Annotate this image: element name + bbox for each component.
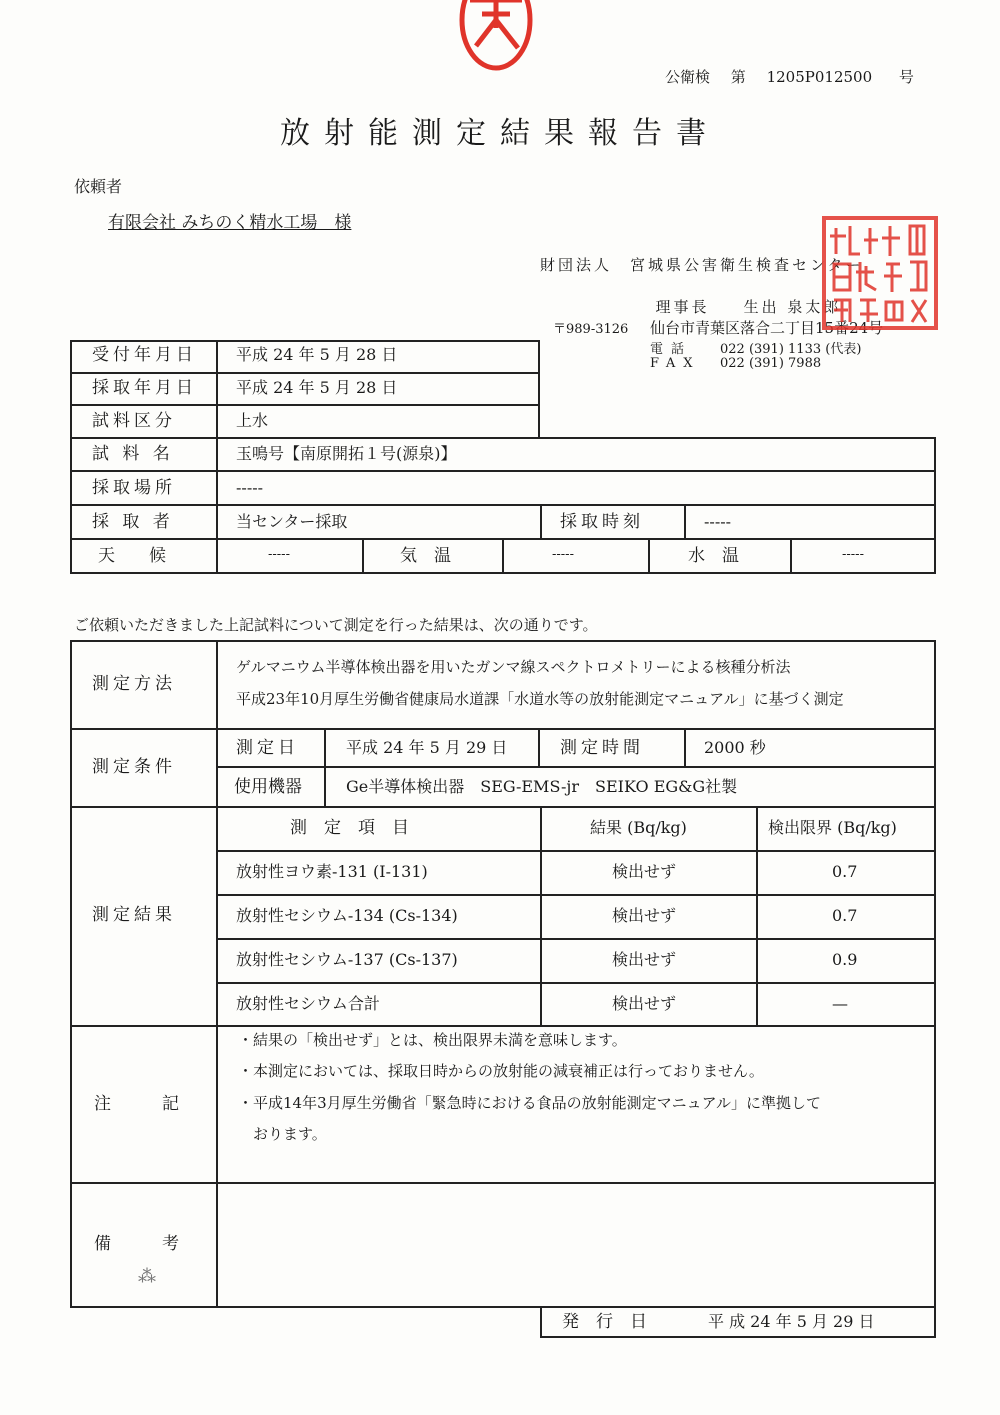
issuer-fax: 022 (391) 7988: [720, 356, 822, 371]
doc-number-value: 1205P012500: [766, 68, 873, 86]
sample-name-value: 玉鳴号【南原開拓１号(源泉)】: [236, 444, 457, 463]
result-value-cs137: 検出せず: [612, 950, 677, 969]
category-value: 上水: [236, 411, 269, 430]
device-value: Ge半導体検出器 SEG-EMS-jr SEIKO EG&G社製: [346, 777, 738, 796]
received-value: 平成 24 年 5 月 28 日: [236, 345, 398, 364]
issuer-tel: 022 (391) 1133 (代表): [720, 342, 862, 357]
results-header-result: 結果 (Bq/kg): [590, 818, 687, 837]
notes-label: 注 記: [94, 1094, 179, 1114]
issuer-org: 財団法人 宮城県公害衛生検査センター: [540, 256, 864, 274]
remarks-label: 備 考: [94, 1234, 179, 1254]
top-seal: [448, 0, 544, 78]
results-header-limit: 検出限界 (Bq/kg): [768, 818, 897, 837]
measure-date-label: 測定日: [236, 738, 299, 758]
collect-time-label: 採取時刻: [560, 512, 644, 532]
method-line1: ゲルマニウム半導体検出器を用いたガンマ線スペクトロメトリーによる核種分析法: [236, 658, 791, 676]
weather-label: 天 候: [98, 546, 166, 566]
result-value-i131: 検出せず: [612, 862, 677, 881]
issuer-address: 仙台市青葉区落合二丁目15番24号: [650, 319, 884, 337]
collect-time-value: -----: [704, 512, 732, 531]
method-label: 測定方法: [92, 674, 176, 694]
official-seal: [820, 214, 940, 332]
page-title: 放射能測定結果報告書: [280, 116, 720, 151]
doc-prefix: 公衛検: [665, 68, 711, 86]
result-value-cs-total: 検出せず: [612, 994, 677, 1013]
issuer-tel-label: 電話: [650, 342, 693, 357]
result-value-cs134: 検出せず: [612, 906, 677, 925]
weather-value: -----: [268, 547, 290, 562]
method-line2: 平成23年10月厚生労働省健康局水道課「水道水等の放射能測定マニュアル」に基づく測定: [236, 690, 844, 708]
result-limit-i131: 0.7: [832, 862, 858, 881]
result-limit-cs134: 0.7: [832, 906, 858, 925]
results-header-item: 測 定 項 目: [290, 818, 409, 838]
intro-text: ご依頼いただきました上記試料について測定を行った結果は、次の通りです。: [74, 616, 598, 634]
note-line-2: ・本測定においては、採取日時からの放射能の減衰補正は行っておりません。: [238, 1062, 764, 1080]
water-temp-value: -----: [842, 547, 864, 562]
results-label: 測定結果: [92, 905, 176, 925]
water-temp-label: 水 温: [688, 546, 739, 566]
issuer-chair-name: 生出 泉太郎: [743, 298, 842, 316]
measure-time-label: 測定時間: [560, 738, 644, 758]
result-item-cs134: 放射性セシウム-134 (Cs-134): [236, 906, 458, 925]
result-item-cs137: 放射性セシウム-137 (Cs-137): [236, 950, 458, 969]
issuer-chair-label: 理事長: [655, 298, 710, 316]
issuer-fax-label: FAX: [650, 356, 701, 371]
issue-date-label: 発 行 日: [562, 1312, 647, 1332]
doc-suffix: 号: [898, 68, 914, 86]
measure-date-value: 平成 24 年 5 月 29 日: [346, 738, 508, 757]
conditions-label: 測定条件: [92, 757, 176, 777]
collected-label: 採取年月日: [92, 378, 197, 398]
document-number: [665, 66, 914, 87]
result-limit-cs-total: —: [832, 994, 848, 1013]
device-label: 使用機器: [234, 777, 302, 797]
note-line-4: おります。: [238, 1125, 327, 1143]
issuer-zip: 〒989-3126: [553, 322, 629, 337]
client-name: 有限会社 みちのく精水工場 様: [108, 213, 352, 233]
ink-speck: ⁂: [138, 1266, 156, 1287]
note-line-3: ・平成14年3月厚生労働省「緊急時における食品の放射能測定マニュアル」に準拠して: [238, 1094, 822, 1112]
doc-dai: 第: [730, 68, 746, 86]
issuer-chair: [640, 278, 841, 317]
air-temp-value: -----: [552, 547, 574, 562]
category-label: 試料区分: [92, 411, 176, 431]
measure-time-value: 2000 秒: [704, 738, 766, 757]
place-label: 採取場所: [92, 478, 176, 498]
received-label: 受付年月日: [92, 345, 197, 365]
result-item-cs-total: 放射性セシウム合計: [236, 994, 380, 1013]
client-label: 依頼者: [74, 177, 123, 196]
result-item-i131: 放射性ヨウ素-131 (I-131): [236, 862, 428, 881]
result-limit-cs137: 0.9: [832, 950, 858, 969]
collected-value: 平成 24 年 5 月 28 日: [236, 378, 398, 397]
air-temp-label: 気 温: [400, 546, 451, 566]
issue-date-value: 平 成 24 年 5 月 29 日: [708, 1312, 875, 1331]
sample-name-label: 試 料 名: [92, 444, 174, 464]
collector-label: 採 取 者: [92, 512, 174, 532]
note-line-1: ・結果の「検出せず」とは、検出限界未満を意味します。: [238, 1031, 627, 1049]
collector-value: 当センター採取: [236, 512, 348, 531]
place-value: -----: [236, 478, 264, 497]
